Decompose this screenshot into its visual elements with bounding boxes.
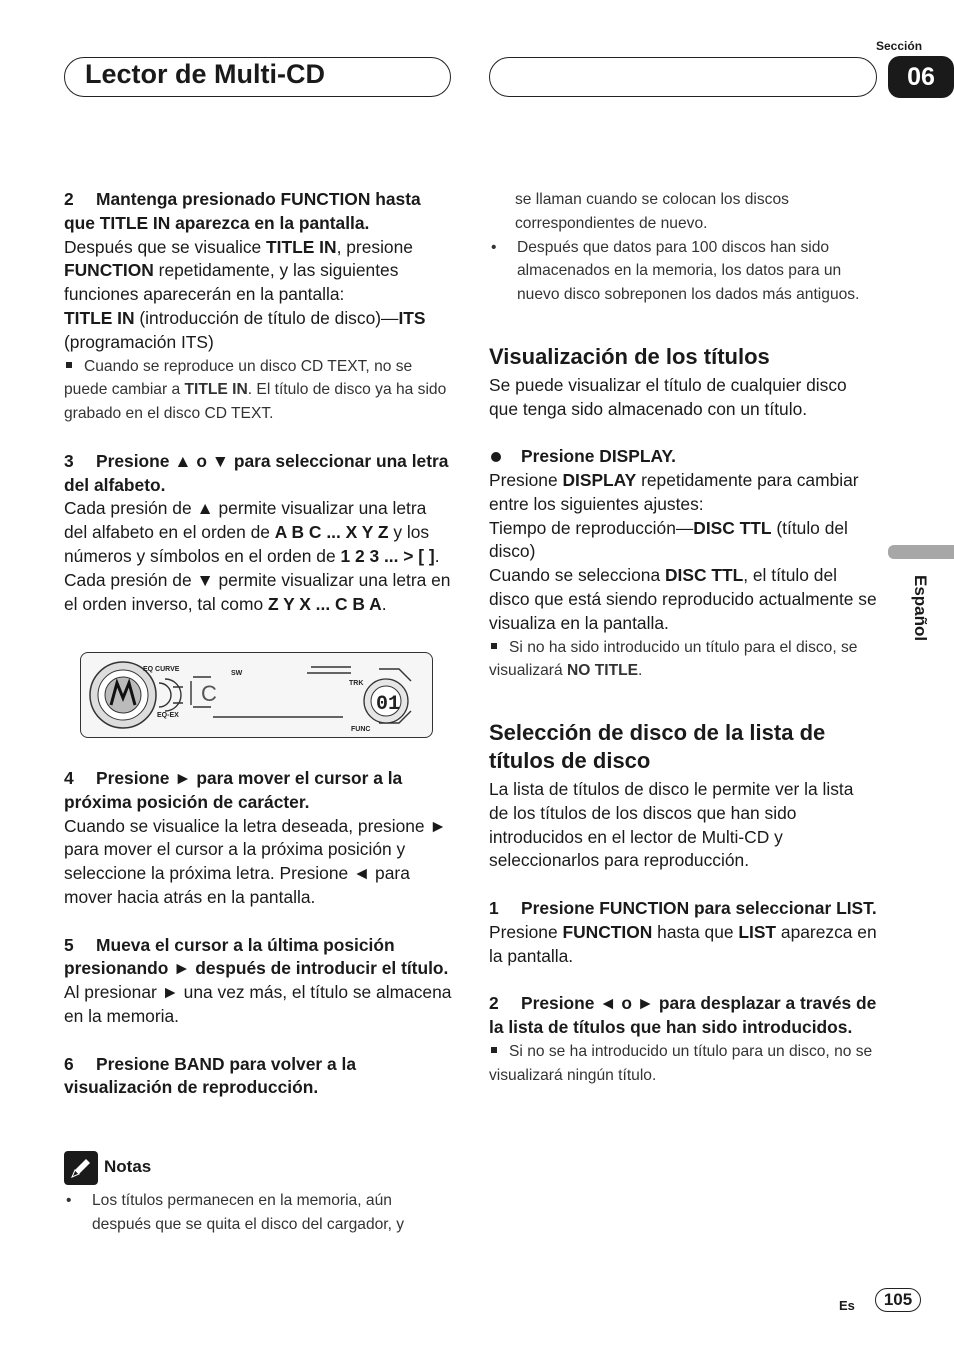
- step-4-heading: 4 Presione ► para mover el cursor a la próxima posición de carácter.: [64, 768, 403, 812]
- left-column: [64, 188, 454, 616]
- heading-visualizacion: Visualización de los títulos: [489, 343, 770, 369]
- visualizacion-intro: Se puede visualizar el título de cualquier disco que tenga sido almacenado con un título.: [489, 374, 847, 419]
- svg-text:FUNC: FUNC: [351, 726, 371, 733]
- notes-icon: [64, 1151, 98, 1185]
- display-text-2: Tiempo de reproducción—DISC TTL (título del disco): [489, 517, 848, 562]
- left-column-lower: [64, 767, 454, 1100]
- step-2-functions: TITLE IN (introducción de título de disco)—ITS (programación ITS): [64, 307, 426, 352]
- notes-bullet-1-continued: se llaman cuando se colocan los discos correspondientes de nuevo.: [515, 191, 789, 232]
- display-text-1: Presione DISPLAY repetidamente para cambiar entre los siguientes ajustes:: [489, 469, 859, 514]
- notes-bullet-2: • Después que datos para 100 discos han sido almacenados en la memoria, los datos para un nuevo disco sobreponen los dados más antiguos.: [491, 238, 860, 304]
- svg-text:EQ-EX: EQ-EX: [157, 712, 179, 719]
- section-label: Sección: [876, 39, 923, 53]
- display-text-3: Cuando se selecciona DISC TTL, el título del disco que está siendo reproducido actualmente se visualiza en la pantalla.: [489, 565, 877, 633]
- svg-text:SW: SW: [231, 670, 243, 677]
- right-column: [489, 188, 877, 1087]
- step-2-text: Después que se visualice TITLE IN, presione FUNCTION repetidamente, y las siguientes funciones aparecerán en la pantalla:: [64, 236, 413, 305]
- side-tab-language: Español: [911, 575, 930, 642]
- page-title: Lector de Multi-CD: [85, 59, 325, 89]
- step-5-text: Al presionar ► una vez más, el título se almacena en la memoria.: [64, 982, 452, 1026]
- svg-text:01: 01: [376, 693, 401, 716]
- header-right-frame: [489, 57, 877, 97]
- step-6-heading: 6 Presione BAND para volver a la visualización de reproducción.: [64, 1053, 357, 1098]
- note-square-icon: [491, 643, 497, 649]
- notes-bullet-1: • Los títulos permanecen en la memoria, aún después que se quita el disco del cargador, y: [66, 1192, 405, 1233]
- step-4-text: Cuando se visualice la letra deseada, presione ► para mover el cursor a la próxima posición y seleccione la próxima letra. Presione ◄ para mover hacia atrás en la pantalla.: [64, 815, 447, 907]
- lcd-display-graphic: [81, 653, 431, 736]
- step-2-heading: 2 Mantenga presionado FUNCTION hasta que TITLE IN aparezca en la pantalla.: [64, 189, 421, 233]
- step-5-heading: 5 Mueva el cursor a la última posición presionando ► después de introducir el título.: [64, 934, 449, 979]
- note-square-icon: [491, 1047, 497, 1053]
- side-tab-bar: [888, 545, 954, 559]
- step-3-heading: 3 Presione ▲ o ▼ para seleccionar una letra del alfabeto.: [64, 450, 449, 495]
- note-square-icon: [66, 362, 72, 368]
- page-number: 105: [875, 1288, 921, 1312]
- right-step-1-text: Presione FUNCTION hasta que LIST aparezca en la pantalla.: [489, 921, 877, 966]
- lcd-display-illustration: [80, 652, 433, 738]
- notes-label: Notas: [104, 1157, 152, 1176]
- right-step-2-heading: 2 Presione ◄ o ► para desplazar a través de la lista de títulos que han sido introducidos.: [489, 993, 877, 1037]
- display-note: Si no ha sido introducido un título para el disco, se visualizará NO TITLE.: [489, 638, 858, 680]
- svg-text:EQ CURVE: EQ CURVE: [143, 666, 180, 673]
- svg-text:TRK: TRK: [349, 680, 364, 687]
- right-step-2-note: Si no se ha introducido un título para un disco, no se visualizará ningún título.: [489, 1042, 873, 1084]
- seleccion-intro: La lista de títulos de disco le permite ver la lista de los títulos de los discos que han sido introducidos en el lector de Multi-CD y seleccionarlos para reproducción.: [489, 778, 854, 871]
- footer-lang-code: Es: [839, 1298, 855, 1313]
- step-2-note: Cuando se reproduce un disco CD TEXT, no se puede cambiar a TITLE IN. El título de disco ya ha sido grabado en el disco CD TEXT.: [64, 357, 447, 423]
- right-step-1-heading: 1 Presione FUNCTION para seleccionar LIST.: [489, 897, 877, 918]
- svg-text:C: C: [201, 681, 217, 706]
- section-number-badge: 06: [888, 56, 954, 98]
- step-display-heading: Presione DISPLAY.: [489, 445, 877, 469]
- step-3-text: Cada presión de ▲ permite visualizar una letra del alfabeto en el orden de A B C ... X Y Z y los números y símbolos en el orden de 1 2 3 ... > [ ]. Cada presión de ▼ permite visualizar una letra en el orden inverso, tal como Z Y X ... C B A.: [64, 498, 451, 614]
- bullet-dot-icon: [491, 452, 501, 462]
- heading-seleccion: Selección de disco de la lista de títulos de disco: [489, 719, 826, 773]
